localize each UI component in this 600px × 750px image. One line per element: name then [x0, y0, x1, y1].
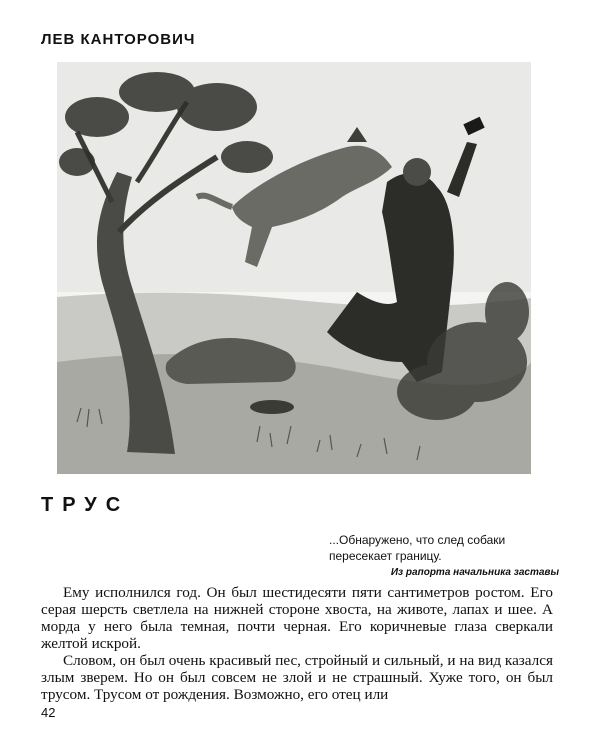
paragraph: Ему исполнился год. Он был шестидесяти пяти сантиметров ростом. Его серая шерсть светлела на нижней стороне хвоста, на животе, лапах и шее. А морда у него была темная, почти черная. Его коричневые глаза сверкали желтой искрой.: [41, 584, 553, 652]
story-body: [41, 584, 553, 703]
running-header-author: ЛЕВ КАНТОРОВИЧ: [41, 31, 196, 48]
story-illustration: [57, 62, 531, 474]
epigraph: ...Обнаружено, что след собаки пересекает границу.: [329, 533, 506, 563]
story-title: ТРУС: [41, 494, 130, 516]
epigraph-source: Из рапорта начальника заставы: [390, 567, 559, 578]
page-number: 42: [41, 705, 56, 720]
paragraph: Словом, он был очень красивый пес, стройный и сильный, и на вид казался злым зверем. Но он был совсем не злой и не страшный. Хуже того, он был трусом. Трусом от рождения. Возможно, его отец или: [41, 652, 553, 703]
